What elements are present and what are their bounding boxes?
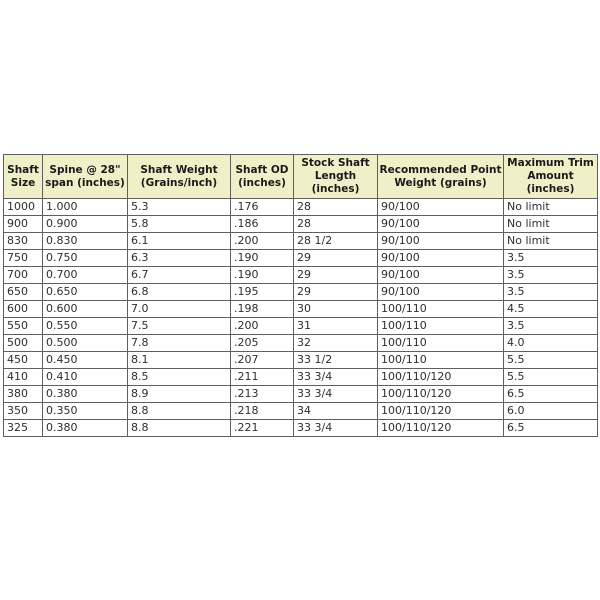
table-cell: 0.750 bbox=[43, 250, 128, 267]
table-row bbox=[4, 250, 598, 267]
table-cell: 6.5 bbox=[504, 420, 598, 437]
table-cell: .198 bbox=[231, 301, 294, 318]
table-cell: 0.600 bbox=[43, 301, 128, 318]
table-cell: 5.8 bbox=[128, 216, 231, 233]
table-row bbox=[4, 216, 598, 233]
table-cell: 7.0 bbox=[128, 301, 231, 318]
table-cell: 7.8 bbox=[128, 335, 231, 352]
table-cell: 28 1/2 bbox=[294, 233, 378, 250]
table-cell: 28 bbox=[294, 199, 378, 216]
table-row bbox=[4, 352, 598, 369]
table-cell: 4.0 bbox=[504, 335, 598, 352]
table-cell: 90/100 bbox=[378, 267, 504, 284]
table-cell: No limit bbox=[504, 216, 598, 233]
column-header-4: Shaft OD (inches) bbox=[231, 155, 294, 199]
table-cell: 90/100 bbox=[378, 250, 504, 267]
table-cell: 550 bbox=[4, 318, 43, 335]
table-cell: 5.5 bbox=[504, 352, 598, 369]
table-cell: 33 1/2 bbox=[294, 352, 378, 369]
table-cell: 0.900 bbox=[43, 216, 128, 233]
table-cell: 6.1 bbox=[128, 233, 231, 250]
table-row bbox=[4, 369, 598, 386]
table-cell: 30 bbox=[294, 301, 378, 318]
table-cell: 6.8 bbox=[128, 284, 231, 301]
table-cell: 0.500 bbox=[43, 335, 128, 352]
table-cell: 0.380 bbox=[43, 386, 128, 403]
table-cell: 100/110 bbox=[378, 301, 504, 318]
table-cell: 0.700 bbox=[43, 267, 128, 284]
column-header-2: Spine @ 28" span (inches) bbox=[43, 155, 128, 199]
table-cell: 32 bbox=[294, 335, 378, 352]
table-cell: 8.8 bbox=[128, 403, 231, 420]
table-cell: .213 bbox=[231, 386, 294, 403]
table-cell: 100/110 bbox=[378, 335, 504, 352]
table-cell: 90/100 bbox=[378, 233, 504, 250]
table-cell: 29 bbox=[294, 267, 378, 284]
table-cell: 8.5 bbox=[128, 369, 231, 386]
table-cell: 6.5 bbox=[504, 386, 598, 403]
table-row bbox=[4, 420, 598, 437]
table-cell: .176 bbox=[231, 199, 294, 216]
table-cell: 6.7 bbox=[128, 267, 231, 284]
table-cell: 5.3 bbox=[128, 199, 231, 216]
table-cell: 29 bbox=[294, 250, 378, 267]
table-cell: .200 bbox=[231, 233, 294, 250]
table-cell: 7.5 bbox=[128, 318, 231, 335]
table-cell: .221 bbox=[231, 420, 294, 437]
column-header-7: Maximum Trim Amount (inches) bbox=[504, 155, 598, 199]
table-cell: 3.5 bbox=[504, 284, 598, 301]
table-cell: 3.5 bbox=[504, 267, 598, 284]
table-cell: 900 bbox=[4, 216, 43, 233]
column-header-1: Shaft Size bbox=[4, 155, 43, 199]
table-cell: 325 bbox=[4, 420, 43, 437]
table-header bbox=[4, 155, 598, 199]
table-cell: 4.5 bbox=[504, 301, 598, 318]
column-header-5: Stock Shaft Length (inches) bbox=[294, 155, 378, 199]
table-cell: 90/100 bbox=[378, 284, 504, 301]
table-cell: 29 bbox=[294, 284, 378, 301]
table-cell: 0.650 bbox=[43, 284, 128, 301]
table-cell: 8.1 bbox=[128, 352, 231, 369]
table-cell: 34 bbox=[294, 403, 378, 420]
table-cell: 6.0 bbox=[504, 403, 598, 420]
table-cell: 350 bbox=[4, 403, 43, 420]
table-cell: 0.350 bbox=[43, 403, 128, 420]
table-header-row bbox=[4, 155, 598, 199]
table-cell: 33 3/4 bbox=[294, 420, 378, 437]
table-cell: 28 bbox=[294, 216, 378, 233]
table-row bbox=[4, 386, 598, 403]
table-cell: .195 bbox=[231, 284, 294, 301]
table-cell: 100/110/120 bbox=[378, 403, 504, 420]
table-cell: .190 bbox=[231, 267, 294, 284]
table-cell: 750 bbox=[4, 250, 43, 267]
column-header-6: Recommended Point Weight (grains) bbox=[378, 155, 504, 199]
table-cell: 100/110/120 bbox=[378, 386, 504, 403]
table-cell: 6.3 bbox=[128, 250, 231, 267]
table-cell: 90/100 bbox=[378, 199, 504, 216]
table-cell: .207 bbox=[231, 352, 294, 369]
table-row bbox=[4, 199, 598, 216]
table-cell: 600 bbox=[4, 301, 43, 318]
table-row bbox=[4, 233, 598, 250]
table-cell: 100/110 bbox=[378, 318, 504, 335]
table-cell: 3.5 bbox=[504, 318, 598, 335]
table-cell: 3.5 bbox=[504, 250, 598, 267]
table-cell: 90/100 bbox=[378, 216, 504, 233]
table-cell: 0.550 bbox=[43, 318, 128, 335]
table-cell: 33 3/4 bbox=[294, 369, 378, 386]
table-cell: 100/110 bbox=[378, 352, 504, 369]
table-cell: 410 bbox=[4, 369, 43, 386]
table-cell: 33 3/4 bbox=[294, 386, 378, 403]
table-body bbox=[4, 199, 598, 437]
table-cell: 0.450 bbox=[43, 352, 128, 369]
table-cell: 100/110/120 bbox=[378, 369, 504, 386]
table-cell: No limit bbox=[504, 233, 598, 250]
table-row bbox=[4, 301, 598, 318]
table-cell: .211 bbox=[231, 369, 294, 386]
table-cell: 1000 bbox=[4, 199, 43, 216]
table-cell: 8.8 bbox=[128, 420, 231, 437]
table-cell: 0.830 bbox=[43, 233, 128, 250]
column-header-3: Shaft Weight (Grains/inch) bbox=[128, 155, 231, 199]
table-cell: 500 bbox=[4, 335, 43, 352]
table-row bbox=[4, 403, 598, 420]
table-cell: .190 bbox=[231, 250, 294, 267]
table-cell: 5.5 bbox=[504, 369, 598, 386]
table-cell: .186 bbox=[231, 216, 294, 233]
table-cell: 700 bbox=[4, 267, 43, 284]
table-cell: .200 bbox=[231, 318, 294, 335]
table-cell: 0.380 bbox=[43, 420, 128, 437]
table-row bbox=[4, 335, 598, 352]
table-cell: 31 bbox=[294, 318, 378, 335]
table-cell: 450 bbox=[4, 352, 43, 369]
shaft-spec-table bbox=[3, 154, 598, 437]
table-cell: .218 bbox=[231, 403, 294, 420]
table-cell: 8.9 bbox=[128, 386, 231, 403]
table-cell: 830 bbox=[4, 233, 43, 250]
table-row bbox=[4, 284, 598, 301]
table-cell: 1.000 bbox=[43, 199, 128, 216]
table-cell: 0.410 bbox=[43, 369, 128, 386]
table-row bbox=[4, 318, 598, 335]
table-cell: 100/110/120 bbox=[378, 420, 504, 437]
table-cell: 380 bbox=[4, 386, 43, 403]
table-cell: 650 bbox=[4, 284, 43, 301]
table-row bbox=[4, 267, 598, 284]
table-cell: .205 bbox=[231, 335, 294, 352]
table-cell: No limit bbox=[504, 199, 598, 216]
